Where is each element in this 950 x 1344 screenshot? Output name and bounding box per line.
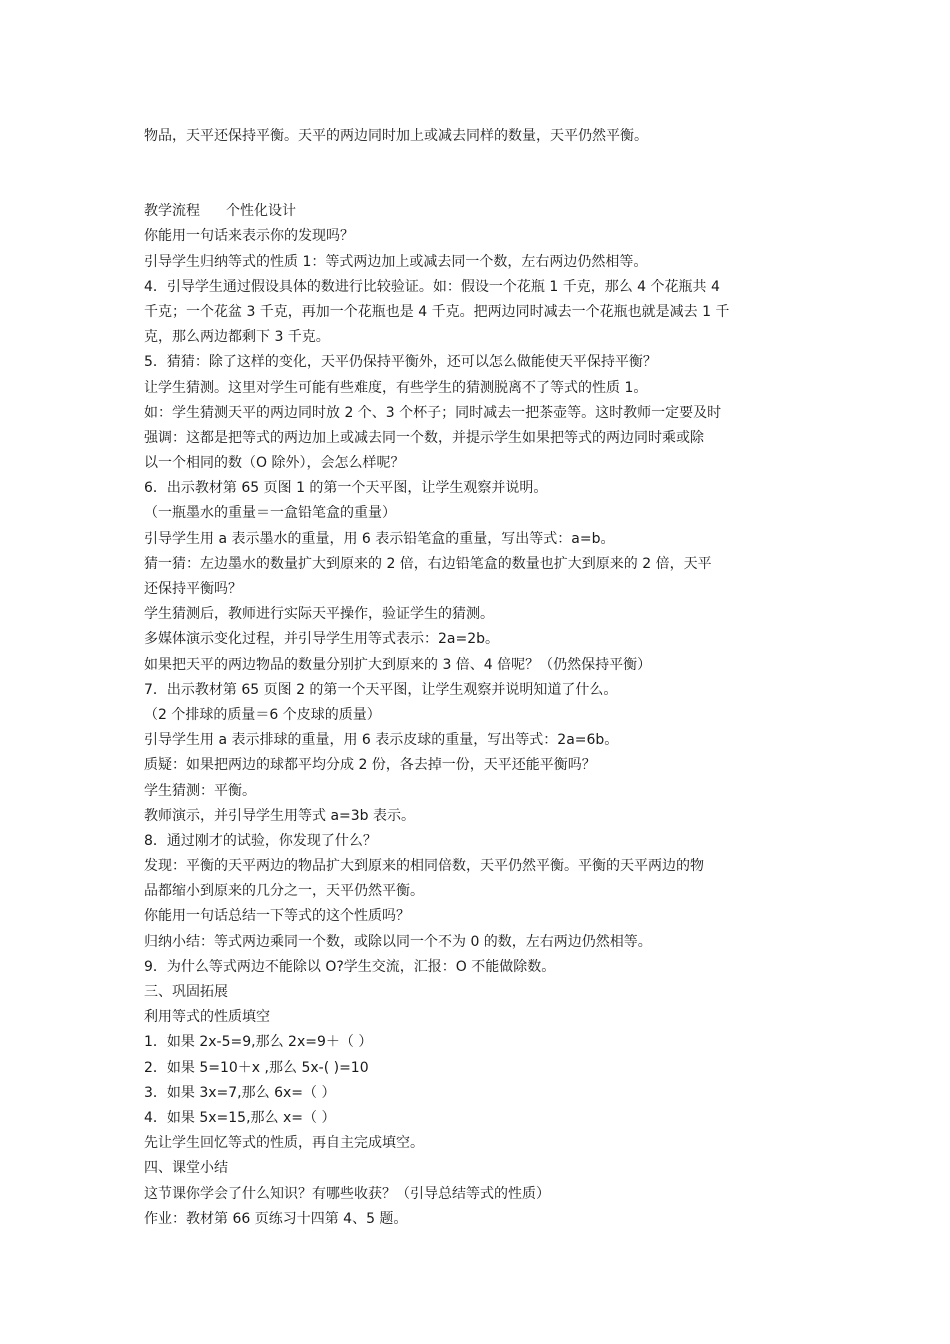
text-line: 8．通过刚才的试验，你发现了什么？ bbox=[144, 832, 377, 849]
text-line: 三、巩固拓展 bbox=[144, 984, 228, 1000]
text-line: （2 个排球的质量＝6 个皮球的质量） bbox=[144, 706, 381, 723]
text-line: 教师演示，并引导学生用等式 a=3b 表示。 bbox=[144, 807, 416, 824]
text-line: 这节课你学会了什么知识？有哪些收获？（引导总结等式的性质） bbox=[144, 1185, 550, 1202]
text-line: 如：学生猜测天平的两边同时放 2 个、3 个杯子；同时减去一把茶壶等。这时教师一定要及时 bbox=[144, 404, 722, 421]
text-line: 引导学生用 a 表示排球的重量，用 6 表示皮球的重量，写出等式：2a=6b。 bbox=[144, 732, 619, 749]
header-teaching-process: 教学流程 bbox=[144, 203, 200, 220]
text-line: 你能用一句话总结一下等式的这个性质吗？ bbox=[144, 908, 410, 925]
body-lines bbox=[144, 224, 816, 1232]
text-line: 作业：教材第 66 页练习十四第 4、5 题。 bbox=[144, 1210, 408, 1227]
text-line: 4．如果 5x=15,那么 x=（ ） bbox=[144, 1109, 336, 1126]
table-header bbox=[144, 199, 816, 224]
text-line: 你能用一句话来表示你的发现吗？ bbox=[144, 228, 354, 245]
intro-paragraph: 物品，天平还保持平衡。天平的两边同时加上或减去同样的数量，天平仍然平衡。 bbox=[144, 128, 648, 144]
text-line: 利用等式的性质填空 bbox=[144, 1009, 270, 1026]
text-line: 品都缩小到原来的几分之一，天平仍然平衡。 bbox=[144, 883, 424, 900]
text-line: 多媒体演示变化过程，并引导学生用等式表示：2a=2b。 bbox=[144, 631, 500, 648]
text-line: 6．出示教材第 65 页图 1 的第一个天平图，让学生观察并说明。 bbox=[144, 480, 548, 497]
text-line: 四、课堂小结 bbox=[144, 1160, 228, 1177]
text-line: 5．猜猜：除了这样的变化，天平仍保持平衡外，还可以怎么做能使天平保持平衡？ bbox=[144, 354, 657, 371]
text-line: 3．如果 3x=7,那么 6x=（ ） bbox=[144, 1084, 336, 1101]
text-line: 克，那么两边都剩下 3 千克。 bbox=[144, 329, 330, 346]
text-line: 先让学生回忆等式的性质，再自主完成填空。 bbox=[144, 1135, 424, 1152]
text-line: 1．如果 2x-5=9,那么 2x=9＋（ ） bbox=[144, 1034, 373, 1051]
text-line: 千克；一个花盆 3 千克，再加一个花瓶也是 4 千克。把两边同时减去一个花瓶也就是减去 1 千 bbox=[144, 303, 730, 320]
text-line: 学生猜测后，教师进行实际天平操作，验证学生的猜测。 bbox=[144, 606, 494, 623]
text-line: 归纳小结：等式两边乘同一个数，或除以同一个不为 0 的数，左右两边仍然相等。 bbox=[144, 933, 652, 950]
text-line: 引导学生归纳等式的性质 1：等式两边加上或减去同一个数，左右两边仍然相等。 bbox=[144, 253, 648, 270]
text-line: 质疑：如果把两边的球都平均分成 2 份，各去掉一份，天平还能平衡吗？ bbox=[144, 757, 596, 774]
text-line: 以一个相同的数（O 除外），会怎么样呢？ bbox=[144, 455, 405, 472]
text-line: 9．为什么等式两边不能除以 O?学生交流，汇报：O 不能做除数。 bbox=[144, 958, 556, 975]
text-line: 引导学生用 a 表示墨水的重量，用 6 表示铅笔盒的重量，写出等式：a=b。 bbox=[144, 530, 615, 547]
text-line: 4．引导学生通过假设具体的数进行比较验证。如：假设一个花瓶 1 千克，那么 4 个花瓶共 4 bbox=[144, 278, 720, 295]
text-line: 强调：这都是把等式的两边加上或减去同一个数，并提示学生如果把等式的两边同时乘或除 bbox=[144, 429, 704, 446]
text-line: 发现：平衡的天平两边的物品扩大到原来的相同倍数，天平仍然平衡。平衡的天平两边的物 bbox=[144, 858, 704, 875]
text-line: 猜一猜：左边墨水的数量扩大到原来的 2 倍，右边铅笔盒的数量也扩大到原来的 2 倍，天平 bbox=[144, 555, 712, 572]
header-personalized-design: 个性化设计 bbox=[226, 203, 296, 220]
text-line: （一瓶墨水的重量＝一盒铅笔盒的重量） bbox=[144, 505, 396, 522]
text-line: 7．出示教材第 65 页图 2 的第一个天平图，让学生观察并说明知道了什么。 bbox=[144, 681, 618, 698]
text-line: 如果把天平的两边物品的数量分别扩大到原来的 3 倍、4 倍呢？（仍然保持平衡） bbox=[144, 656, 652, 673]
document-body bbox=[144, 124, 816, 1232]
text-line: 让学生猜测。这里对学生可能有些难度，有些学生的猜测脱离不了等式的性质 1。 bbox=[144, 379, 648, 396]
text-line: 学生猜测：平衡。 bbox=[144, 782, 256, 799]
text-line: 2．如果 5=10＋x ,那么 5x-( )=10 bbox=[144, 1059, 369, 1076]
text-line: 还保持平衡吗？ bbox=[144, 581, 242, 597]
